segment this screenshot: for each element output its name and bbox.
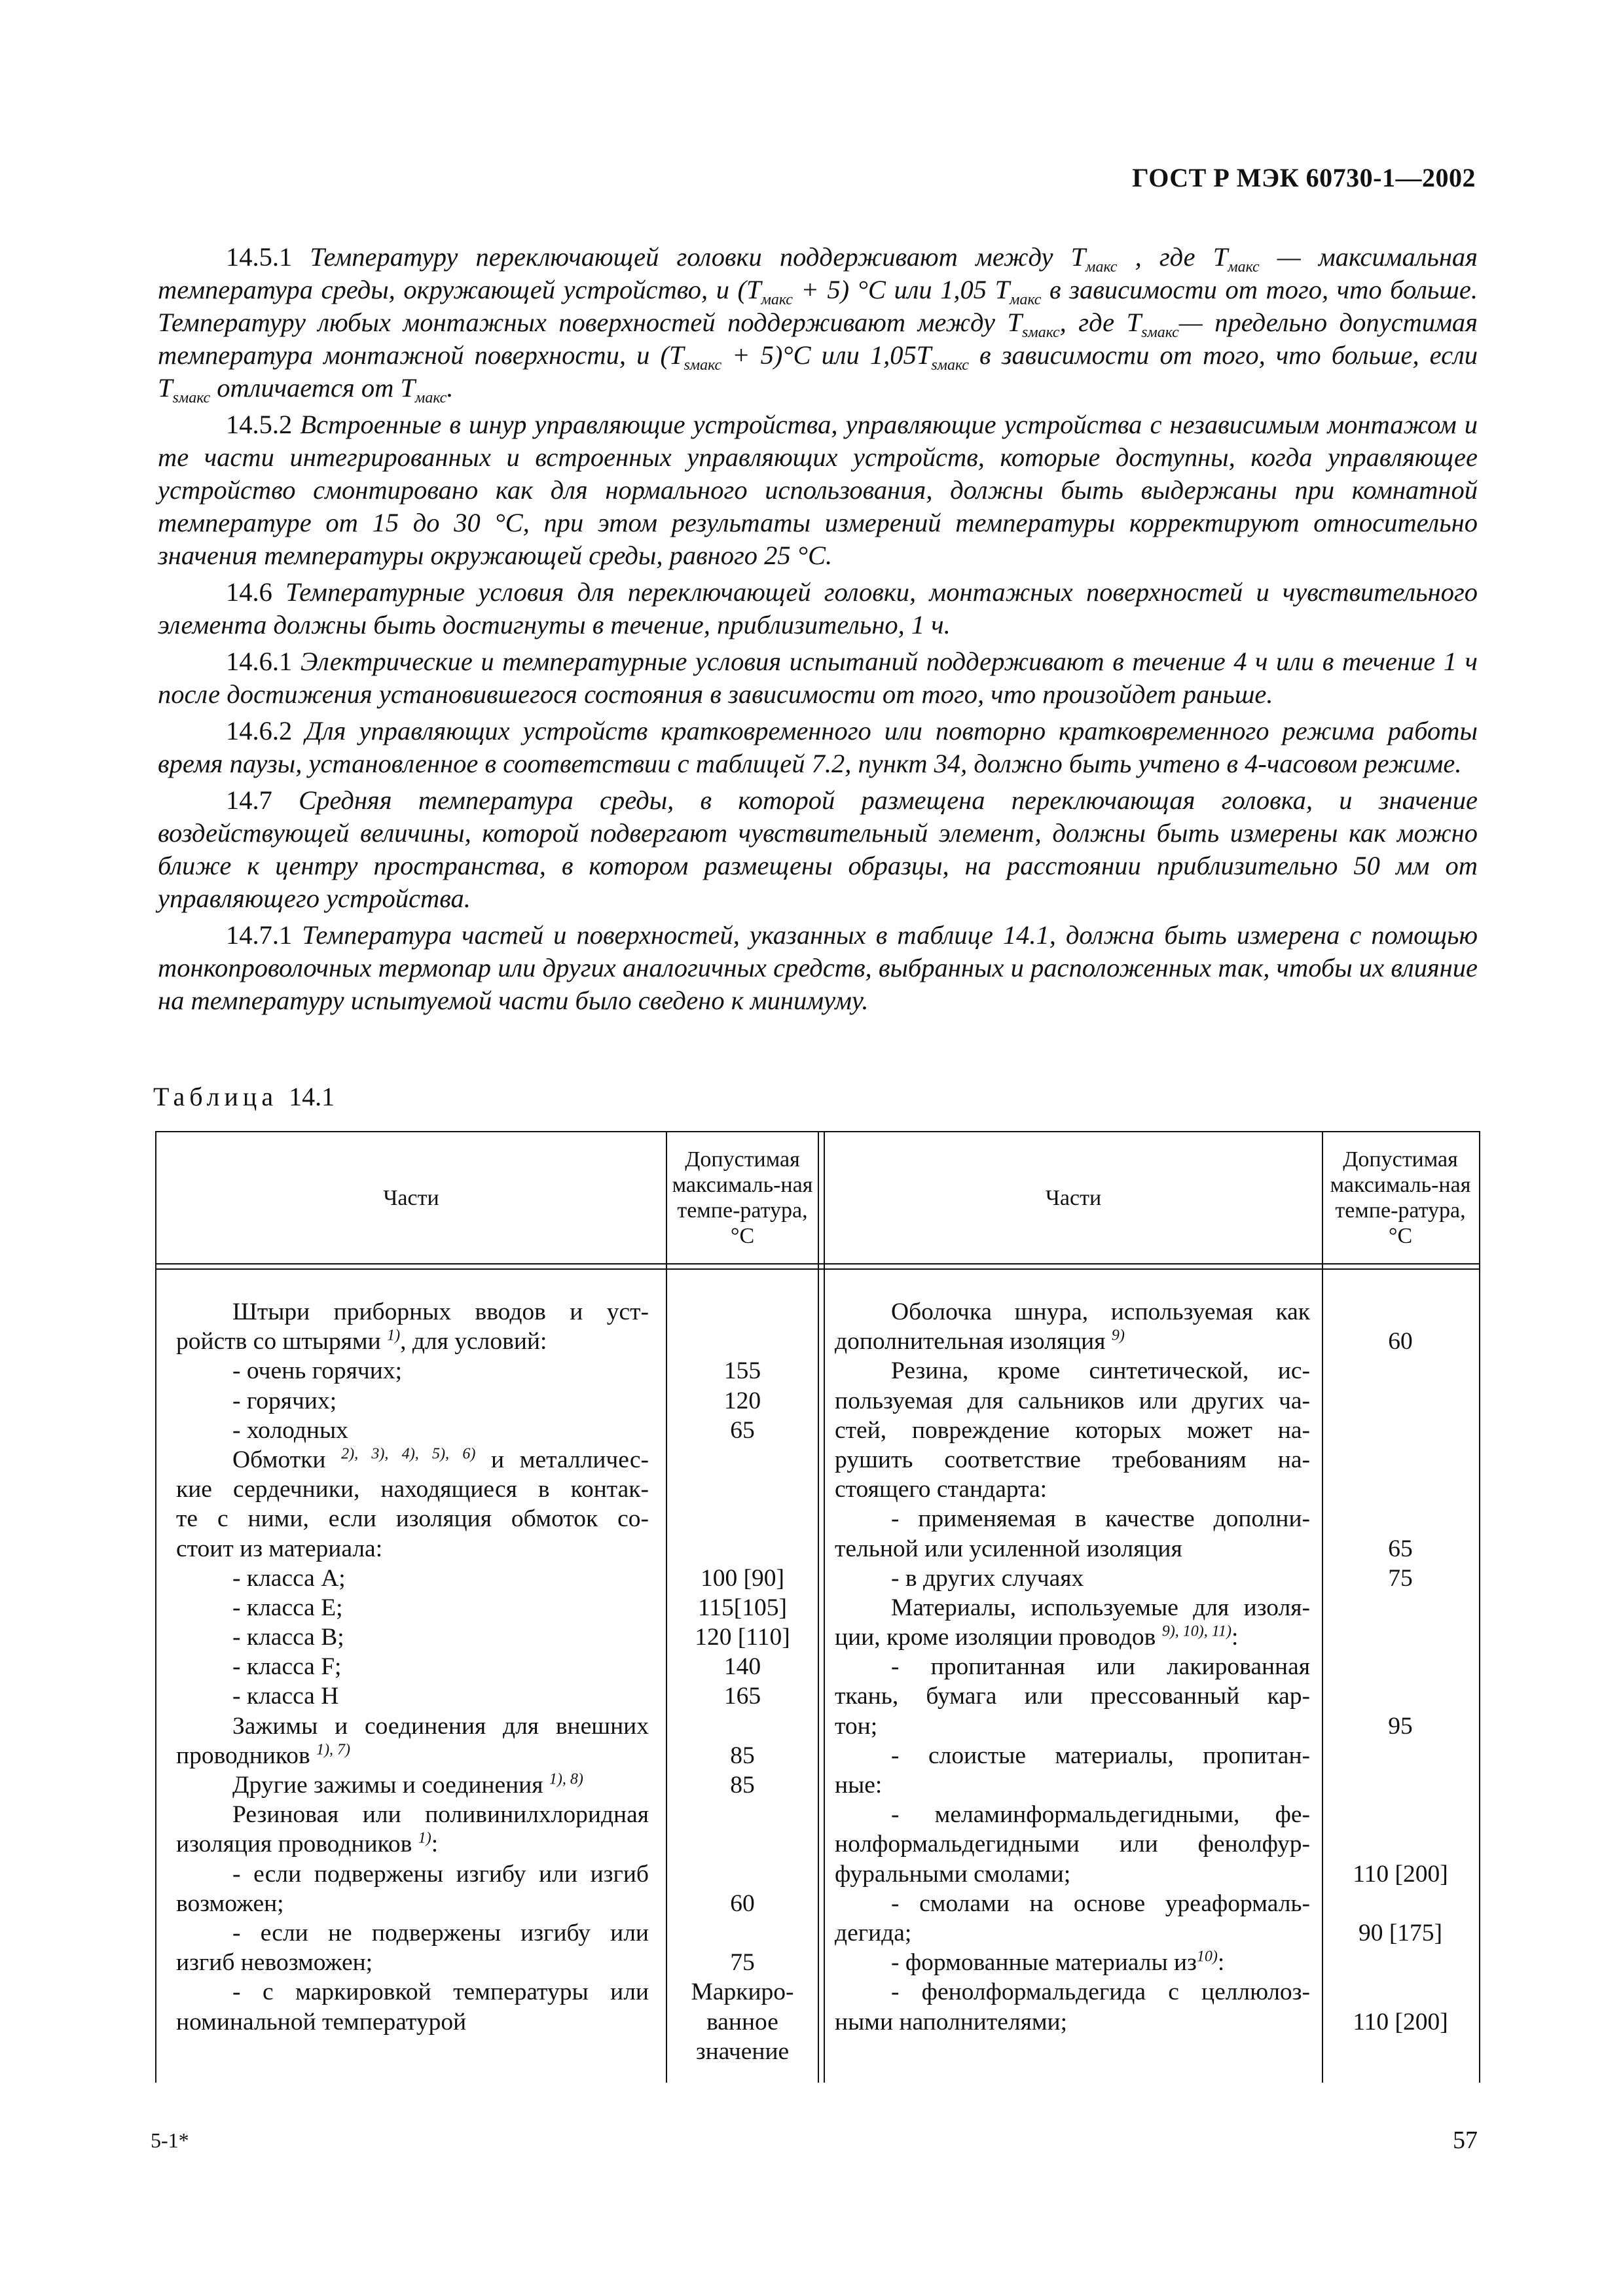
left-temp-value	[667, 1859, 818, 1889]
left-part-line: те с ними, если изоляция обмоток со-	[176, 1505, 649, 1533]
left-parts-column	[176, 1297, 649, 2066]
right-temp-value	[1323, 1445, 1478, 1475]
clause-paragraph	[158, 576, 1478, 641]
left-part-line: возможен;	[176, 1890, 284, 1917]
clause-text: Для управляющих устройств кратковременного или повторно кратковременного режима работы время паузы, установленное в соответствии с таблицей 7.2, пункт 34, должно быть учтено в 4-часовом режиме.	[158, 716, 1478, 778]
clause-number: 14.6.2	[226, 716, 306, 745]
header-parts-left: Части	[383, 1185, 439, 1210]
left-part-line: - класса В;	[232, 1624, 344, 1651]
right-part-line: Материалы, используемые для изоля-	[891, 1594, 1310, 1621]
right-part-line: Резина, кроме синтетической, ис-	[891, 1357, 1310, 1385]
clause-text: Средняя температура среды, в которой размещена переключающая головка, и значение воздействующей величины, которой подвергают чувствительный элемент, должны быть измерены как можно ближе к центру пространства, в котором размещены образцы, на расстоянии приблизительно 50 мм от управляющего устройства.	[158, 785, 1478, 913]
left-part-line: ройств со штырями $^{1)}$, для условий:	[176, 1327, 547, 1355]
right-part-line: рушить соответствие требованиям на-	[835, 1446, 1310, 1473]
clause-number: 14.5.1	[226, 242, 310, 272]
right-temp-value	[1323, 1623, 1478, 1652]
table-caption-word: Таблица	[153, 1082, 278, 1111]
right-temp-value	[1323, 1741, 1478, 1770]
left-temp-value: 140	[723, 1653, 761, 1681]
left-part-line: Зажимы и соединения для внешних	[232, 1712, 649, 1740]
right-part-line: тельной или усиленной изоляция	[835, 1535, 1182, 1562]
right-temp-value	[1323, 1475, 1478, 1504]
left-part-line: изоляция проводников $^{1)}$:	[176, 1829, 439, 1858]
left-part-line	[176, 2037, 649, 2066]
right-temp-value: 110 [200]	[1353, 1860, 1448, 1888]
right-part-line: - смолами на основе уреаформаль-	[891, 1890, 1310, 1917]
clause-number: 14.6	[226, 577, 286, 607]
left-temp-value	[667, 1327, 818, 1356]
left-temp-value	[667, 1475, 818, 1504]
right-part-line: Оболочка шнура, используемая как	[891, 1299, 1310, 1325]
header-max-temp-left: Допустимая максималь-ная темпе-ратура, °С	[672, 1147, 813, 1248]
right-temp-value	[1323, 1593, 1478, 1623]
right-temp-value	[1323, 1504, 1478, 1534]
right-temp-value	[1323, 1681, 1478, 1711]
right-part-line: - применяемая в качестве дополни-	[891, 1505, 1310, 1533]
right-parts-column	[835, 1297, 1310, 2037]
left-temp-value: значение	[695, 2037, 790, 2065]
right-temp-value: 60	[1388, 1328, 1413, 1355]
left-part-line: - если подвержены изгибу или изгиб	[232, 1860, 649, 1888]
right-temp-value: 75	[1388, 1564, 1413, 1592]
left-temp-value: 60	[730, 1890, 755, 1917]
clause-paragraph	[158, 919, 1478, 1017]
clause-number: 14.5.2	[226, 410, 301, 439]
left-part-line: номинальной температурой	[176, 2008, 467, 2036]
right-temp-value	[1323, 1889, 1478, 1918]
left-temp-value	[667, 1445, 818, 1475]
left-part-line: - с маркировкой температуры или	[232, 1979, 649, 2006]
right-values-column	[1323, 1297, 1478, 2037]
right-part-line: ными наполнителями;	[835, 2008, 1068, 2036]
header-parts-right: Части	[1045, 1185, 1102, 1210]
right-temp-value	[1323, 1652, 1478, 1681]
clause-paragraph	[158, 715, 1478, 780]
right-part-line: ткань, бумага или прессованный кар-	[835, 1683, 1310, 1710]
right-part-line: ные:	[835, 1772, 883, 1799]
right-part-line: - в других случаях	[891, 1564, 1084, 1592]
right-temp-value: 65	[1388, 1535, 1413, 1562]
left-part-line: - если не подвержены изгибу или	[232, 1919, 649, 1946]
header-rule	[156, 1268, 1479, 1270]
right-part-line: - меламинформальдегидными, фе-	[891, 1801, 1310, 1829]
right-temp-value: 95	[1388, 1712, 1413, 1740]
clause-text: Температура частей и поверхностей, указанных в таблице 14.1, должна быть измерена с помощью тонкопроволочных термопар или других аналогичных средств, выбранных и расположенных так, чтобы их влияние на температуру испытуемой части было сведено к минимуму.	[158, 920, 1478, 1015]
right-temp-value	[1323, 1297, 1478, 1327]
left-temp-value: 65	[730, 1416, 755, 1444]
right-part-line: - формованные материалы $из^{10)}$:	[891, 1948, 1225, 1977]
left-part-line: - класса F;	[232, 1653, 342, 1681]
clause-paragraph	[158, 408, 1478, 572]
left-temp-value: Маркиро-	[691, 1979, 794, 2006]
left-temp-value: 165	[723, 1683, 761, 1710]
table-caption-number: 14.1	[289, 1082, 335, 1111]
left-temp-value: 155	[723, 1357, 761, 1385]
right-part-line: - слоистые материалы, пропитан-	[891, 1742, 1310, 1769]
column-divider	[824, 1132, 825, 2083]
right-temp-value	[1323, 1829, 1478, 1859]
header-rule	[156, 1263, 1479, 1265]
right-part-line: тон;	[835, 1712, 878, 1740]
left-part-line: - класса А;	[232, 1564, 346, 1592]
left-temp-value: 100 [90]	[700, 1564, 785, 1592]
left-temp-value	[667, 1504, 818, 1534]
clause-paragraph	[158, 645, 1478, 711]
right-part-line: нолформальдегидными или фенолфур-	[835, 1831, 1310, 1858]
left-part-line: - класса Е;	[232, 1594, 343, 1621]
right-part-line: стей, повреждение которых может на-	[835, 1416, 1310, 1444]
right-part-line: фуральными смолами;	[835, 1860, 1071, 1888]
left-temp-value	[667, 1712, 818, 1741]
right-temp-value	[1323, 1948, 1478, 1977]
left-part-line: стоит из материала:	[176, 1535, 383, 1562]
right-temp-value	[1323, 1386, 1478, 1416]
left-part-line: - холодных	[232, 1416, 348, 1444]
left-temp-value	[667, 1918, 818, 1948]
right-part-line: ции, кроме изоляции проводов $^{9), 10), 11)}$:	[835, 1623, 1239, 1651]
clause-text: Встроенные в шнур управляющие устройства, управляющие устройства с независимым монтажом и те части интегрированных и встроенных управляющих устройств, которые доступны, когда управляющее устройство смонтировано как для нормального использования, должны быть выдержаны при комнатной температуре от 15 до 30 °С, при этом результаты измерений температуры корректируют относительно значения температуры окружающей среды, равного 25 °С.	[158, 410, 1478, 570]
left-temp-value: 115[105]	[697, 1594, 788, 1621]
body-text	[158, 241, 1478, 1021]
left-temp-value	[667, 1829, 818, 1859]
right-temp-value: 90 [175]	[1358, 1919, 1443, 1946]
page-number: 57	[1453, 2126, 1478, 2154]
left-part-line: Штыри приборных вводов и уст-	[232, 1299, 649, 1325]
right-temp-value	[1323, 1977, 1478, 2007]
clause-number: 14.6.1	[226, 647, 301, 676]
clause-text: Электрические и температурные условия испытаний поддерживают в течение 4 ч или в течение 1 ч после достижения установившегося состояния в зависимости от того, что произойдет раньше.	[158, 647, 1478, 709]
clause-number: 14.7.1	[226, 920, 302, 950]
clause-text: Температурные условия для переключающей головки, монтажных поверхностей и чувствительного элемента должны быть достигнуты в течение, приблизительно, 1 ч.	[158, 577, 1478, 639]
right-part-line: пользуемая для сальников или других ча-	[835, 1387, 1310, 1414]
page-header: ГОСТ Р МЭК 60730-1—2002	[1132, 163, 1476, 192]
left-temp-value: 85	[730, 1742, 755, 1769]
left-temp-value: 75	[730, 1949, 755, 1977]
table-caption	[153, 1081, 335, 1112]
right-temp-value	[1323, 1356, 1478, 1386]
sheet-mark: 5-1*	[151, 2128, 189, 2152]
clause-paragraph	[158, 784, 1478, 915]
right-part-line: стоящего стандарта:	[835, 1476, 1048, 1503]
left-temp-value: 120	[723, 1387, 761, 1414]
left-temp-value	[667, 1297, 818, 1327]
right-part-line: - фенолформальдегида с целлюлоз-	[891, 1979, 1310, 2006]
left-part-line: - класса Н	[232, 1683, 339, 1710]
left-part-line: кие сердечники, находящиеся в контак-	[176, 1476, 649, 1503]
left-temp-value: ванное	[706, 2008, 778, 2036]
column-divider	[818, 1132, 819, 2083]
clause-paragraph	[158, 241, 1478, 407]
right-part-line: - пропитанная или лакированная	[891, 1653, 1310, 1681]
right-part-line: дегида;	[835, 1919, 912, 1946]
left-part-line: проводников $^{1), 7)}$	[176, 1741, 351, 1769]
table-14-1	[155, 1131, 1480, 2083]
right-temp-value	[1323, 1416, 1478, 1445]
right-part-line: дополнительная изоляция $^{9)}$	[835, 1327, 1125, 1355]
left-part-line: - горячих;	[232, 1387, 337, 1414]
left-part-line: Обмотки $^{2), 3), 4), 5), 6)}$ и металличес-	[232, 1445, 649, 1473]
left-temp-value	[667, 1534, 818, 1564]
left-temp-value	[667, 1800, 818, 1829]
left-part-line: Резиновая или поливинилхлоридная	[232, 1801, 649, 1829]
clause-number: 14.7	[226, 785, 299, 815]
right-temp-value	[1323, 1800, 1478, 1829]
left-part-line: - очень горячих;	[232, 1357, 402, 1385]
right-temp-value: 110 [200]	[1353, 2008, 1448, 2036]
right-temp-value	[1323, 1770, 1478, 1800]
header-max-temp-right: Допустимая максималь-ная темпе-ратура, °С	[1330, 1147, 1471, 1248]
left-part-line: изгиб невозможен;	[176, 1949, 373, 1977]
left-part-line: Другие зажимы и соединения $^{1), 8)}$	[232, 1770, 583, 1799]
left-temp-value: 85	[730, 1772, 755, 1799]
left-values-column	[667, 1297, 818, 2066]
left-temp-value: 120 [110]	[695, 1624, 790, 1651]
clause-text: Температуру переключающей головки поддерживают между $T_{макс}$ , где $T_{макс}$ — максимальная температура среды, окружающей устройство, и $(T_{макс} + 5)$ °С или 1,05 $T_{макс}$ в зависимости от того, что больше. Температуру любых монтажных поверхностей поддерживают между $T_{sмакс}$, где $T_{sмакс}—$ предельно допустимая температура монтажной поверхности, и $(T_{sмакс} + 5)^\circ С$ или $1,05T_{sмакс}$ в зависимости от того, что больше, если $T_{sмакс}$ отличается от $T_{макс}$.	[158, 242, 1478, 407]
